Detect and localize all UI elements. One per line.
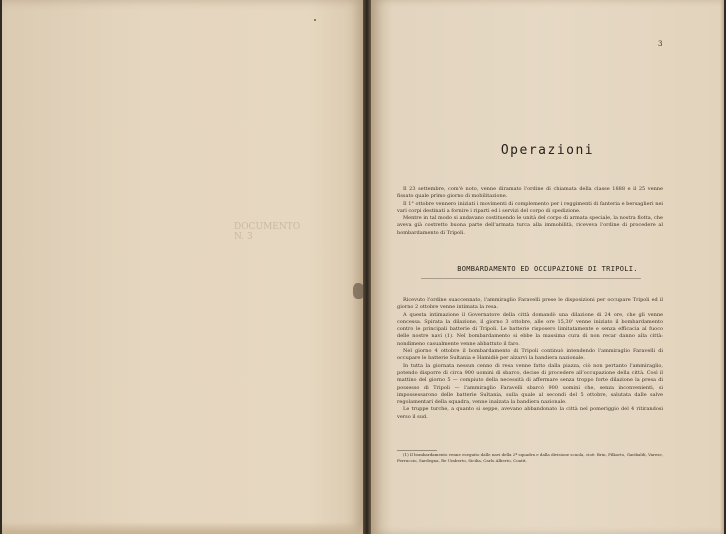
bombardment-section [397,297,663,421]
intro-section [397,186,663,237]
body-paragraph: Le truppe turche, a quanto si seppe, avevano abbandonato la città nel pomeriggio del 4 ritirandosi verso il sud. [397,406,663,420]
ink-spot [314,19,316,21]
right-page [371,0,724,534]
page-title: Operazioni [500,143,595,158]
intro-paragraph: Il 23 settembre, com'è noto, venne diramato l'ordine di chiamata della classe 1888 e il 25 venne fissato quale primo giorno di mobilitazione. [397,186,663,200]
footnote [397,452,663,464]
body-paragraph: A questa intimazione il Governatore della città domandò una dilazione di 24 ore, che gli venne concessa. Spirata la dilazione, il giorno 3 ottobre, alle ore 15,30' venne iniziato il bombardamento contro le principali batterie di Tripoli. Le batterie risposero limitatamente e senza efficacia al fuoco delle nostre navi (1). Nel bombardamento si ebbe la massima cura di non recar danno alla città: nondimeno casualmente venne abbattuto il faro. [397,311,663,347]
left-page [2,0,363,534]
intro-paragraph: Il 1° ottobre vennero iniziati i movimenti di complemento per i reggimenti di fanteria e bersaglieri nei vari corpi destinati a fornire i riparti ed i servizi del corpo di spedizione. [397,200,663,214]
book-gutter [363,0,371,534]
footnote-divider [397,450,437,451]
page-edge [720,0,724,534]
intro-paragraph: Mentre in tal modo si andavano costituendo le unità del corpo di armata speciale, la nostra flotta, che aveva già costretto buona parte dell'armata turca alla immobilità, riceveva l'ordine di procedere al bombardamento di Tripoli. [397,215,663,236]
body-paragraph: In tutta la giornata nessun cenno di resa venne fatto dalla piazza, ciò non pertanto l'ammiraglio, potendo disporre di circa 900 uomini di sbarco, decise di procedere all'occupazione della città. Così il mattino del giorno 5 — compiuto della necessità di affermare senza troppo forte dilazione la presa di possesso di Tripoli — l'ammiraglio Faravelli sbarcò 900 uomini che, senza inconvenienti, si impossessarono delle batterie Sultania, sulla quale al secondi del 5 ottobre, salutata dalle salve regolamentari della squadra, venne inalzata la bandiera nazionale. [397,362,663,406]
body-paragraph: Nel giorno 4 ottobre il bombardamento di Tripoli continuò intendendo l'ammiraglio Faravelli di occupare le batterie Sultania e Hamidiè per alzarvi la bandiera nazionale. [397,348,663,362]
footnote-text: (1) Il bombardamento venne eseguito dalle navi della 2ª squadra e dalla divisione scuola, cioè: Brin, Pilkorto, Garibaldi, Varese, Ferruccio, Sardegna, Re Umberto, Sicilia, Carlo Alberto, Coatit. [397,452,663,463]
section-heading: BOMBARDAMENTO ED OCCUPAZIONE DI TRIPOLI. [457,265,638,273]
show-through-text: DOCUMENTO N. 3 [234,222,301,242]
body-paragraph: Ricevuto l'ordine suaccennato, l'ammiraglio Faravelli prese le disposizioni per occupare Tripoli ed il giorno 2 ottobre venne intimata la resa. [397,297,663,311]
page-edge [2,522,363,534]
section-divider [421,278,641,279]
page-number: 3 [658,40,663,48]
